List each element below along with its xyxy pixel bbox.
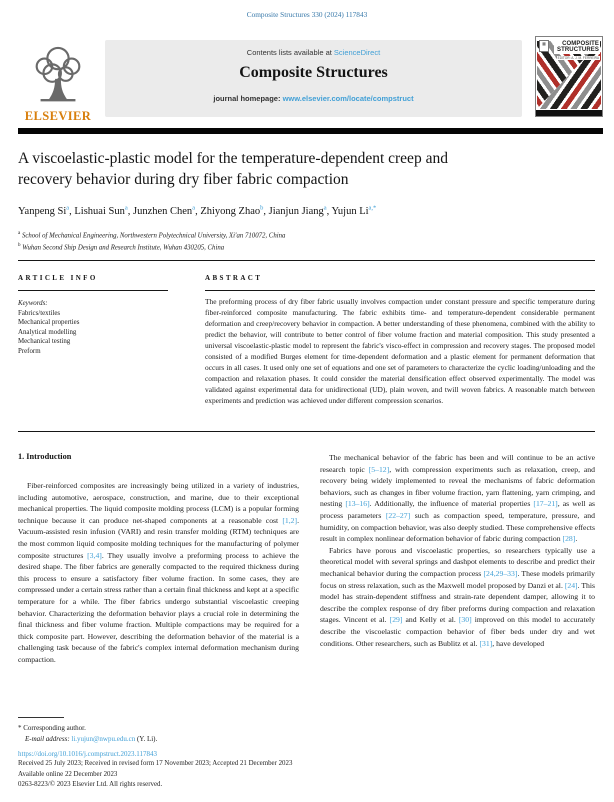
author: Yujun $Li^{a,*}$ [331,204,377,217]
article-info-heading: ARTICLE INFO [18,274,98,282]
paragraph-text: . This model has strain-dependent stiffness and strain-rate dependent damper, allowing it to describe the complex response of dry fiber preforms during compaction and relaxation stages. Vincent et al. [320,580,596,625]
author: Junzhen Chen$^a$, [132,204,201,217]
cover-bottom-bar [536,110,602,116]
cover-editor-line: EDITOR: A. J. M. FERREIRA [557,56,599,60]
intro-paragraph-3 [320,545,595,649]
section-heading-introduction: 1. Introduction [18,452,72,461]
author-list [18,204,376,217]
citation-link[interactable]: [29] [389,615,403,625]
affiliation: $^a$ School of Mechanical Engineering, Northwestern Polytechnical University, Xi'an 710072, China [18,231,286,240]
paragraph-text: Fabrics have porous and viscoelastic properties, so researchers typically use a theoretical model with several springs and dashpot elements to describe and predict their mechanical behavior during the compaction process [320,545,595,578]
author: Jianjun Jiang$^a$, [268,204,332,217]
intro-paragraph-1 [18,480,299,666]
header-divider-bar [18,128,603,134]
paragraph-text: , have developed [492,638,545,648]
body-column-left [18,480,299,666]
citation-link[interactable]: [1,2] [282,515,298,525]
corresponding-author-note: * Corresponding author. [18,724,86,732]
journal-banner [105,40,522,117]
paragraph-text: , as well as process parameters [320,499,595,520]
citation-link[interactable]: [24,29–33] [483,568,518,578]
divider-rule [18,431,595,432]
article-title: A viscoelastic-plastic model for the temperature-dependent creep and recovery behavior during dry fiber fabric compaction [18,150,448,188]
keyword: Analytical modelling [18,328,77,336]
keywords-block [18,299,79,357]
paragraph-text: . [575,534,578,544]
footnote [18,723,157,744]
keyword: Mechanical testing [18,338,71,346]
citation-link[interactable]: [17–21] [533,499,558,509]
citation-link[interactable]: [5–12] [368,464,390,474]
journal-cover-thumbnail [535,36,603,117]
paragraph-text: The mechanical behavior of the fabric has been and will continue to be an active research topic [320,453,595,474]
author: Zhiyong Zhao$^b$, [200,204,269,217]
intro-paragraph-2 [320,452,595,545]
received-dates-line: Received 25 July 2023; Received in revised form 17 November 2023; Accepted 21 December 2023 [18,760,293,767]
paragraph-text: and Kelly et al. [402,615,459,625]
paragraph-text: such as compaction speed, temperature, pressure, and humidity, on compaction behavior, was also deeply studied. These comprehensive effects result in complex nonlinear deformation behavior of fabric during compaction [320,510,595,544]
doi-link[interactable]: https://doi.org/10.1016/j.compstruct.2023.117843 [18,750,158,758]
affiliations [18,229,285,254]
abstract-heading: ABSTRACT [205,274,263,282]
article-info-rule [18,290,168,291]
email-link[interactable]: li.yujun@nwpu.edu.cn [71,734,136,743]
keywords-label: Keywords: [18,300,48,307]
elsevier-wordmark: ELSEVIER [24,109,92,123]
paragraph-text: . These models primarily focus on stress relaxation, such as the Maxwell model proposed by Danzi et al. [320,568,595,590]
cover-publisher-mark: ▦ [539,40,549,52]
elsevier-logo [16,44,100,124]
footnote-rule [18,717,64,718]
citation-link[interactable]: [31] [479,638,493,648]
keyword: Fabrics/textiles [18,309,61,317]
cover-journal-title: COMPOSITE STRUCTURES [554,40,600,54]
author: Yanpeng Si$^a$, [18,204,75,217]
divider-rule [18,260,595,261]
email-line: E-mail address: li.yujun@nwpu.edu.cn (Y. Li). [25,734,158,743]
paragraph-text: . They usually involve a preforming process to achieve the desired shape. The fiber fabrics are generally compacted to the required thickness during this process to ensure a satisfactory fiber volume fraction. In some cases, they are compressed under a certain stress rather than a certain final thickness and kept at a specific temperature for a while. The fiber fabrics undergo substantial viscoelastic creeping behavior. Characterizing the deformation behavior plays a crucial role in determining the final thickness and fiber volume fraction. Multiple compactions may be required for a thick composite part. However, describing the deformation behavior of the material is a challenging task because of the fabric's complex internal deformation mechanism during compaction. [18,550,299,664]
masthead-citation: Composite Structures 330 (2024) 117843 [246,10,368,19]
available-online-line: Available online 22 December 2023 [18,770,118,778]
abstract-text: The preforming process of dry fiber fabric usually involves compaction under constant pressure and specific temperature during fiber-reinforced composite manufacturing. The fabric exhibits time- and temperature-dependent considerable permanent deformation and creep/recovery behavior in compaction. A better understanding of these phenomena, combined with the ability to predict the behavior, will contribute to better control of fiber volume fraction and material composition. This study presented a universal viscoelastic-plastic model to represent the fabric's visco-effect in compression and recovery stages. The proposed model consisted of a modified Burges element for time-dependent deformation and a plastic element for permanent deformation that occurs in all cases. It used only one set of equations and one set of parameters to characterize the cyclic loading/unloading and the compaction and relaxation phases. It could consider the material densification effect observed experimentally. The model was validated against experimental data for unidirectional (UD), plain woven, and twill woven fabrics. A reasonable match between experiments and prediction was achieved under different compression scenarios. [205,297,595,405]
sciencedirect-link[interactable]: ScienceDirect [333,48,381,57]
paragraph-text: improved on this model to accurately describe the viscoelastic compaction behavior of fiber beds under dry and wet conditions. Other researchers, such as Bublitz et al. [320,615,595,648]
paragraph-text: , with compression experiments such as relaxation, creep, and recovery being widely implemented to reveal the mechanisms of fabric deformation behaviors, such as changes in fiber volume fraction, yarn flattening, yarn crimping, and nesting [320,464,595,509]
citation-link[interactable]: [30] [458,615,472,625]
body-column-right [320,452,595,649]
citation-link[interactable]: [13–16] [345,499,370,509]
contents-line: Contents lists available at ScienceDirect [246,48,381,57]
citation-link[interactable]: [3,4] [87,550,102,560]
banner-journal-title: Composite Structures [239,64,388,81]
citation-link[interactable]: [24] [564,580,578,590]
paragraph-text: . Vacuum-assisted resin infusion (VARI) and resin transfer molding (RTM) techniques are the most common liquid composite molding techniques for the manufacturing of polymer composite structures [18,515,299,560]
elsevier-tree-icon [16,44,100,108]
paragraph-text: Fiber-reinforced composites are increasingly being utilized in a variety of industries, including automotive, aerospace, construction, and marine, due to their exceptional mechanical properties. The liquid composite molding process (LCM) is a popular forming technique because it can produce net-shaped components at a reasonable cost [18,481,299,525]
homepage-line: journal homepage: www.elsevier.com/locate/compstruct [213,94,414,103]
copyright-line: 0263-8223/© 2023 Elsevier Ltd. All rights reserved. [18,780,163,788]
abstract-rule [205,290,595,291]
affiliation: $^b$ Wuhan Second Ship Design and Research Institute, Wuhan 430205, China [18,243,225,252]
keyword: Mechanical properties [18,319,80,327]
author: Lishuai Sun$^a$, [74,204,133,217]
keyword: Preform [18,347,41,355]
citation-link[interactable]: [28] [562,534,576,544]
paragraph-text: . Additionally, the influence of material properties [369,499,534,509]
journal-homepage-link[interactable]: www.elsevier.com/locate/compstruct [282,94,414,103]
citation-link[interactable]: [22–27] [385,510,411,520]
